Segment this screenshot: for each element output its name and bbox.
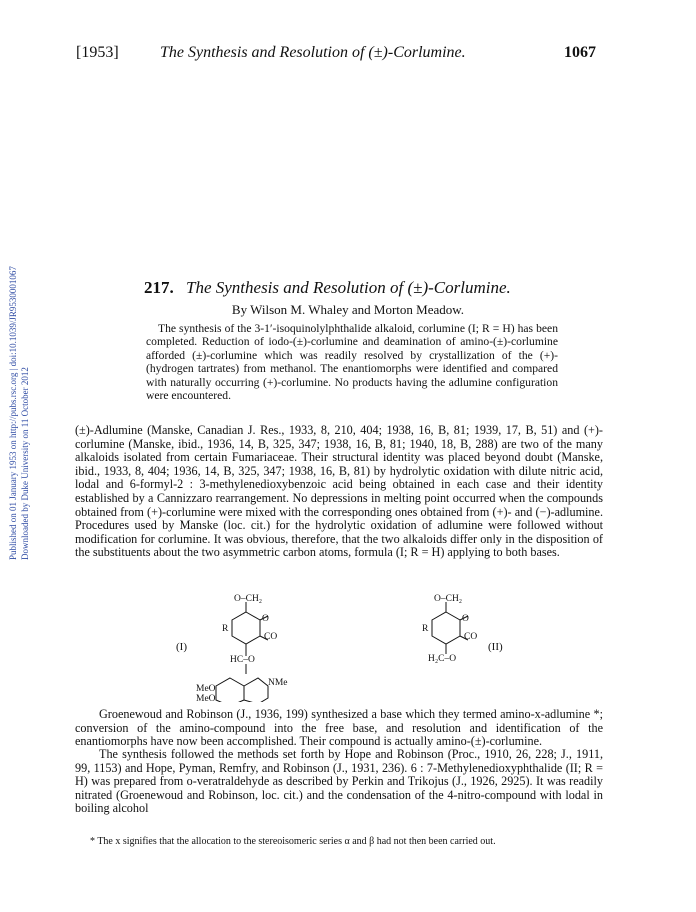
- journal-year: [1953]: [76, 44, 119, 61]
- formula-ii-top-group: O–CH₂: [434, 594, 463, 604]
- side-note-downloaded[interactable]: Downloaded by Duke University on 11 October 2012: [20, 367, 30, 560]
- formula-ii-ring-oxygen: O: [462, 614, 469, 624]
- formula-i-label: (I): [176, 641, 187, 653]
- formula-i-isoquinoline-ring: [216, 678, 244, 702]
- formula-i-methoxy-2: MeO: [196, 694, 216, 704]
- side-note-published[interactable]: Published on 01 January 1953 on http://pubs.rsc.org | doi:10.1039/JR9530001067: [8, 266, 18, 560]
- formula-ii-benzene-ring: [432, 612, 460, 644]
- abstract: The synthesis of the 3-1′-isoquinolylphthalide alkaloid, corlumine (I; R = H) has been completed. Reduction of iodo-(±)-corlumine and deamination of amino-(±)-corlumine afforded (±)-corlumine which was readily resolved by crystallization of the (+)-(hydrogen tartrates) from methanol. The enantiomorphs were identified and compared with naturally occurring (+)-corlumine. No products having the adlumine configuration were encountered.: [146, 322, 558, 403]
- running-title: The Synthesis and Resolution of (±)-Corlumine.: [160, 44, 466, 61]
- formula-i-carbonyl: CO: [264, 632, 278, 642]
- page-number: 1067: [564, 44, 596, 61]
- footnote: * The x signifies that the allocation to the stereoisomeric series α and β had not then been carried out.: [90, 836, 496, 847]
- paragraph-groenewoud: Groenewoud and Robinson (J., 1936, 199) synthesized a base which they termed amino-x-adlumine *; conversion of the amino-compound into the free base, and resolution and identification of the enantiomorphs have now been accomplished. Their compound is actually amino-(±)-corlumine.: [75, 707, 603, 749]
- formula-ii-h2c-o: H₂C–O: [428, 654, 457, 664]
- paragraph-intro: (±)-Adlumine (Manske, Canadian J. Res., 1933, 8, 210, 404; 1938, 16, B, 81; 1939, 17, B, 51) and (+)-corlumine (Manske, ibid., 1936, 14, B, 325, 347; 1938, 16, B, 81; 1940, 18, B, 288) are two of the many alkaloids isolated from certain Fumariaceae. Their structural identity was placed beyond doubt (Manske, ibid., 1933, 8, 404; 1936, 14, B, 325, 347; 1938, 16, B, 81) by hydrolytic oxidation with dilute nitric acid, lodal and 6-formyl-2 : 3-methylenedioxybenzoic acid being obtained in each case and their identity established by a Cannizzaro rearrangement. No depressions in melting point occurred when the compounds obtained from (+)-corlumine were mixed with the corresponding ones obtained from (+)- and (−)-adlumine. Procedures used by Manske (loc. cit.) for the hydrolytic oxidation of adlumine were followed without modification for corlumine. It was obvious, therefore, that the two alkaloids differ only in the disposition of the substituents about the two asymmetric carbon atoms, formula (I; R = H) applying to both bases.: [75, 423, 603, 560]
- article-authors: By Wilson M. Whaley and Morton Meadow.: [231, 302, 465, 317]
- formula-ii-label: (II): [488, 641, 503, 653]
- formula-i-r-group: R: [222, 624, 229, 634]
- paragraph-synthesis: The synthesis followed the methods set forth by Hope and Robinson (Proc., 1910, 26, 228; J., 1911, 99, 1153) and Hope, Pyman, Remfry, and Robinson (J., 1931, 236). 6 : 7-Methylenedioxyphthalide (II; R = H) was prepared from o-veratraldehyde as described by Perkin and Trikojus (J., 1926, 2925). It was readily nitrated (Groenewoud and Robinson, loc. cit.) and the condensation of the 4-nitro-compound with lodal in boiling alcohol: [75, 747, 603, 816]
- article-title-text: The Synthesis and Resolution of (±)-Corlumine.: [186, 278, 511, 297]
- formula-i-nme: NMe: [268, 678, 288, 688]
- page-header: [0, 44, 696, 68]
- formula-ii-carbonyl: CO: [464, 632, 478, 642]
- article-title: [144, 278, 511, 298]
- article-number: 217.: [144, 278, 174, 297]
- formula-i-hc-o: HC–O: [230, 655, 255, 665]
- formula-i-benzene-ring: [232, 612, 260, 644]
- structural-formulae: [150, 594, 550, 704]
- formula-i-methoxy-1: MeO: [196, 684, 216, 694]
- formula-i-top-group: O–CH₂: [234, 594, 263, 604]
- formula-i-ring-oxygen: O: [262, 614, 269, 624]
- formula-ii-r-group: R: [422, 624, 429, 634]
